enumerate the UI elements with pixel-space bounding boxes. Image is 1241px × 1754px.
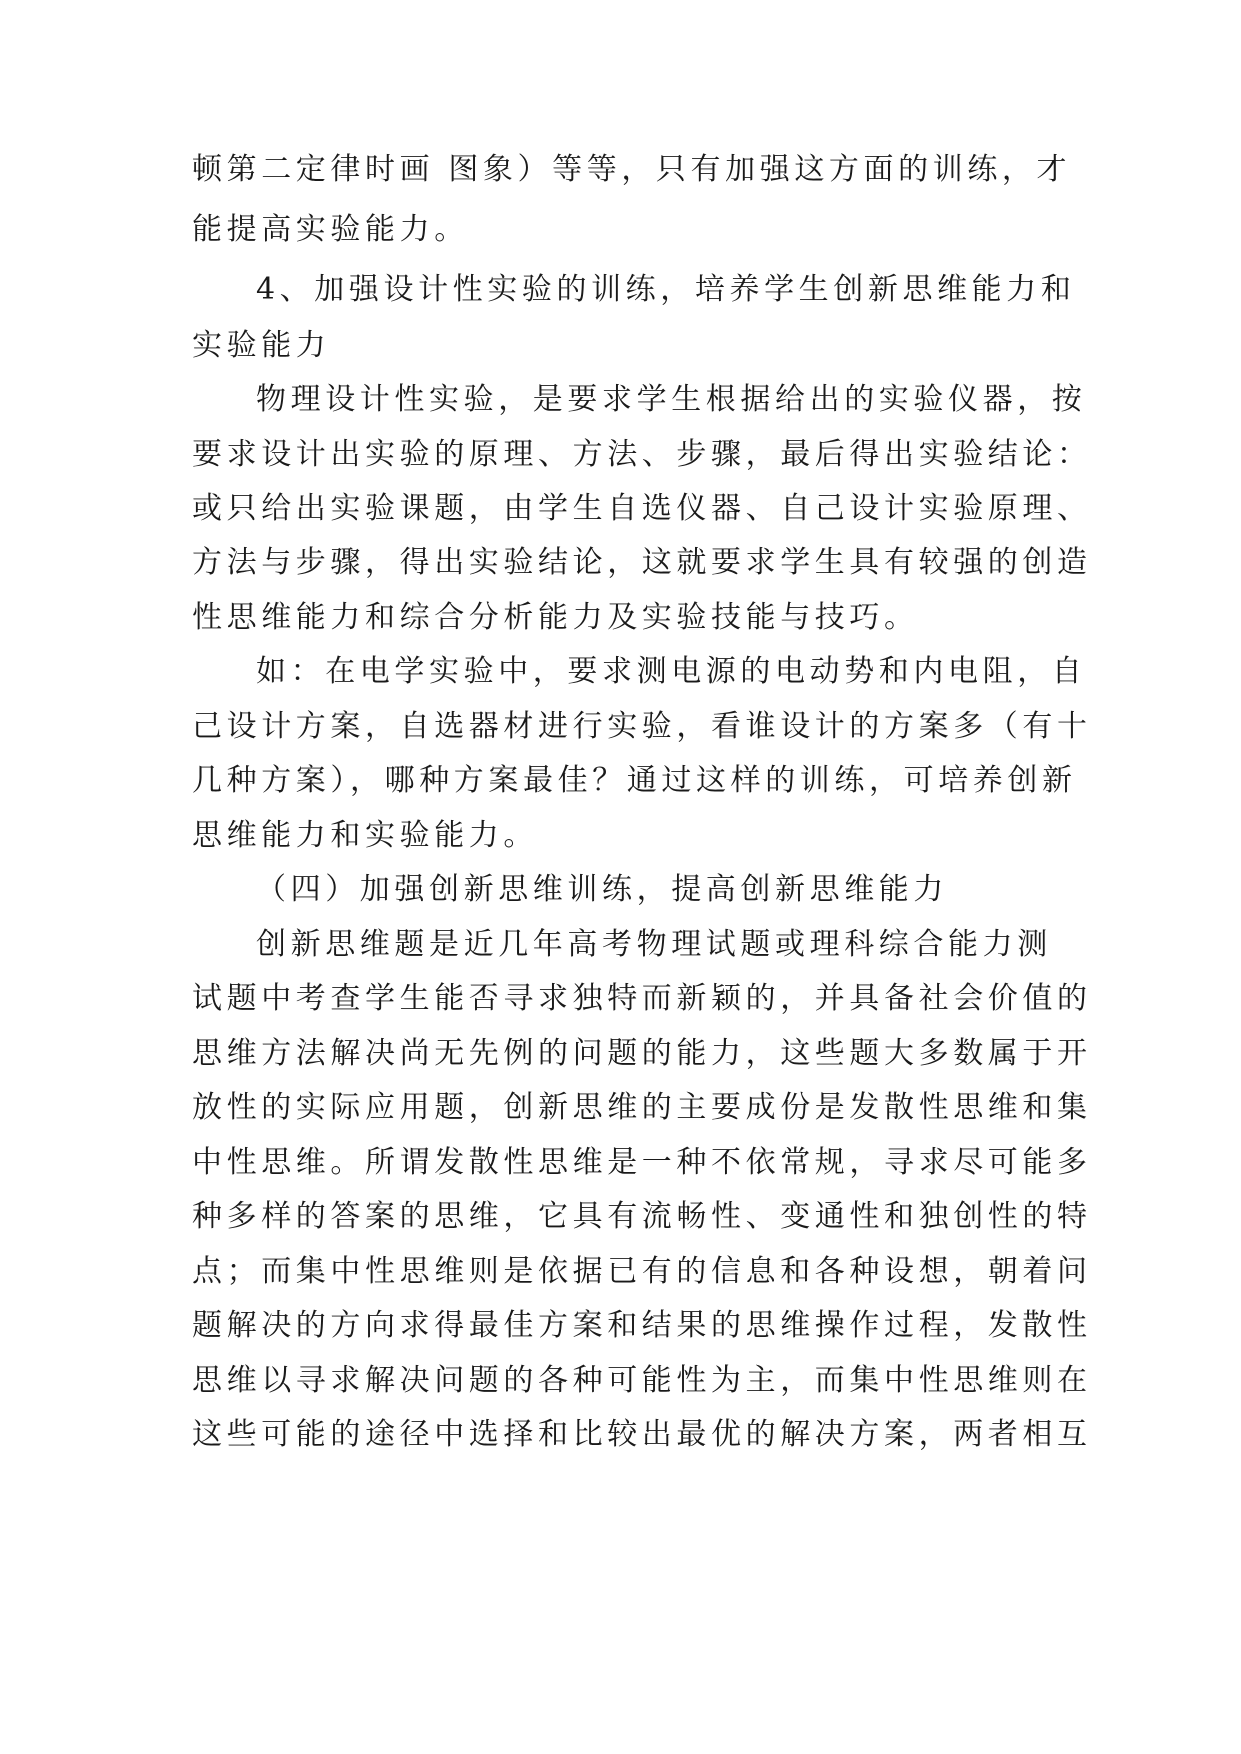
text-line: 性思维能力和综合分析能力及实验技能与技巧。	[192, 600, 919, 635]
text-line: 己设计方案，自选器材进行实验，看谁设计的方案多（有十	[192, 709, 1092, 744]
text-line: 思维以寻求解决问题的各种可能性为主，而集中性思维则在	[192, 1363, 1092, 1398]
text-line: 要求设计出实验的原理、方法、步骤，最后得出实验结论：	[192, 437, 1092, 472]
text-line: 能提高实验能力。	[192, 212, 469, 247]
section-heading: 实验能力	[192, 328, 331, 363]
text-line: 如：在电学实验中，要求测电源的电动势和内电阻，自	[256, 654, 1087, 689]
text-line: 种多样的答案的思维，它具有流畅性、变通性和独创性的特	[192, 1199, 1092, 1234]
section-heading: （四）加强创新思维训练，提高创新思维能力	[256, 872, 948, 907]
text-line: 顿第二定律时画 图象）等等，只有加强这方面的训练，才	[192, 152, 1072, 187]
text-line: 思维方法解决尚无先例的问题的能力，这些题大多数属于开	[192, 1036, 1092, 1071]
text-line: 创新思维题是近几年高考物理试题或理科综合能力测	[256, 927, 1052, 962]
text-line: 方法与步骤，得出实验结论，这就要求学生具有较强的创造	[192, 545, 1092, 580]
text-line: 或只给出实验课题，由学生自选仪器、自己设计实验原理、	[192, 491, 1092, 526]
text-line: 这些可能的途径中选择和比较出最优的解决方案，两者相互	[192, 1417, 1092, 1452]
section-heading: 4、加强设计性实验的训练，培养学生创新思维能力和	[256, 272, 1076, 307]
text-line: 几种方案），哪种方案最佳？通过这样的训练，可培养创新	[192, 763, 1077, 798]
text-line: 题解决的方向求得最佳方案和结果的思维操作过程，发散性	[192, 1308, 1092, 1343]
text-line: 中性思维。所谓发散性思维是一种不依常规，寻求尽可能多	[192, 1145, 1092, 1180]
text-line: 思维能力和实验能力。	[192, 818, 538, 853]
text-line: 放性的实际应用题，创新思维的主要成份是发散性思维和集	[192, 1090, 1092, 1125]
text-line: 点；而集中性思维则是依据已有的信息和各种设想，朝着问	[192, 1254, 1092, 1289]
text-line: 物理设计性实验，是要求学生根据给出的实验仪器，按	[256, 382, 1087, 417]
text-line: 试题中考查学生能否寻求独特而新颖的，并具备社会价值的	[192, 981, 1092, 1016]
